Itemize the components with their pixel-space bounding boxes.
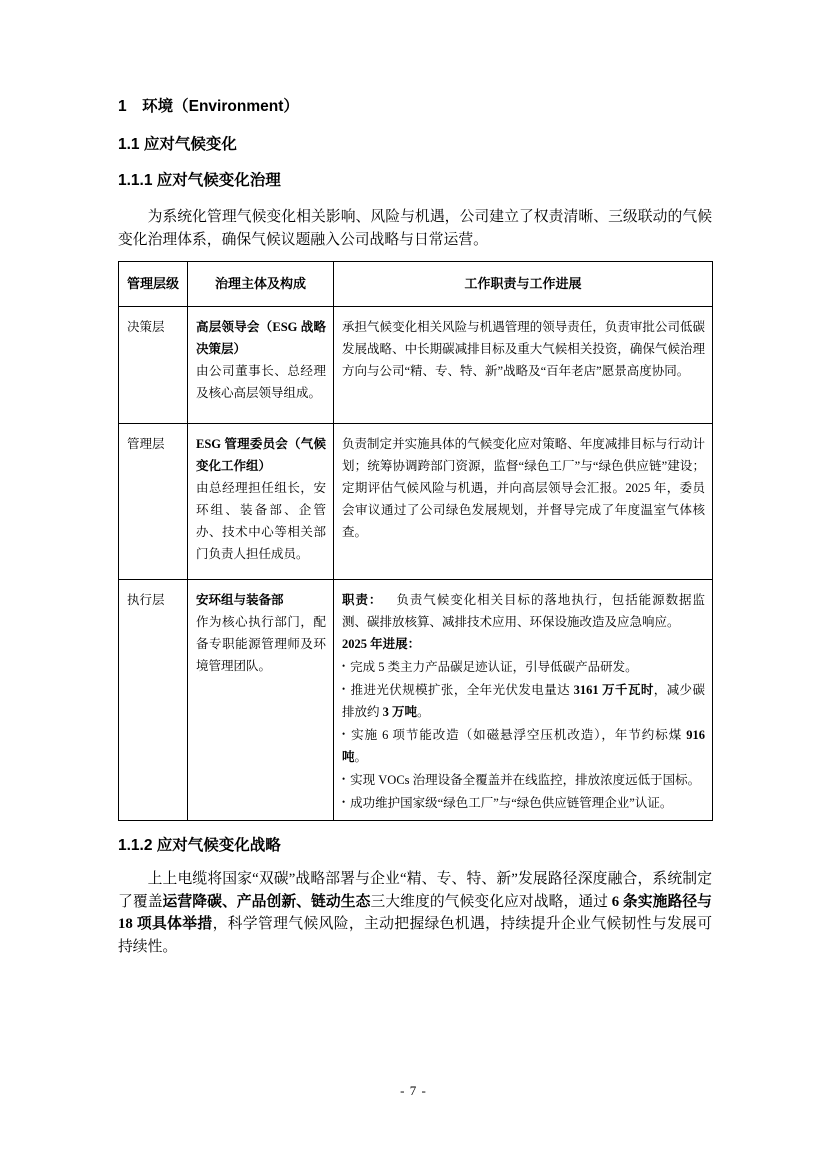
- bullet-text: 完成 5 类主力产品碳足迹认证，引导低碳产品研发。: [350, 660, 638, 674]
- table-row-management-layer: [119, 424, 713, 580]
- governance-intro-paragraph: 为系统化管理气候变化相关影响、风险与机遇，公司建立了权责清晰、三级联动的气候变化治理体系，确保气候议题融入公司战略与日常运营。: [118, 209, 712, 248]
- bullet-icon: •: [342, 729, 346, 739]
- bullet-text: 实现 VOCs 治理设备全覆盖并在线监控，排放浓度远低于国标。: [350, 773, 701, 787]
- bullet-text: 。: [417, 705, 430, 719]
- heading-climate-change: 1.1 应对气候变化: [118, 136, 237, 153]
- bullet-text: 推进光伏规模扩张，全年光伏发电量达: [350, 683, 574, 697]
- progress-bullet: [342, 768, 705, 791]
- progress-label: 2025 年进展：: [342, 637, 421, 651]
- bold-run: 916 吨: [342, 728, 705, 764]
- bold-run: 6 条实施路径与 18 项具体举措: [118, 893, 712, 932]
- progress-bullet: [342, 678, 705, 723]
- governance-body-title: ESG 管理委员会（气候变化工作组）: [196, 437, 326, 473]
- bold-run: 运营降碳、产品创新、链动生态: [162, 893, 371, 910]
- strategy-text: ，科学管理气候风险，主动把握绿色机遇，持续提升企业气候韧性与发展可持续性。: [118, 916, 712, 955]
- cell-duties-progress: [334, 580, 713, 821]
- cell-level: 执行层: [119, 580, 188, 821]
- table-header-row: [119, 262, 713, 307]
- bullet-text: 实施 6 项节能改造（如磁悬浮空压机改造），年节约标煤: [350, 728, 687, 742]
- strategy-paragraph: [118, 868, 712, 958]
- column-header-governance-body: 治理主体及构成: [188, 262, 334, 307]
- column-header-management-level: 管理层级: [119, 262, 188, 307]
- cell-governance-body: [188, 424, 334, 580]
- bullet-text: ，减少碳排放约: [342, 683, 705, 719]
- cell-duties: 负责制定并实施具体的气候变化应对策略、年度减排目标与行动计划；统筹协调跨部门资源，监督“绿色工厂”与“绿色供应链”建设；定期评估气候风险与机遇，并向高层领导会汇报。2025 年，委员会审议通过了公司绿色发展规划，并督导完成了年度温室气体核查。: [334, 424, 713, 580]
- strategy-text: 上上电缆将国家“双碳”战略部署与企业“精、专、特、新”发展路径深度融合，系统制定了覆盖: [118, 871, 712, 910]
- cell-duties: 承担气候变化相关风险与机遇管理的领导责任，负责审批公司低碳发展战略、中长期碳减排目标及重大气候相关投资，确保气候治理方向与公司“精、专、特、新”战略及“百年老店”愿景高度协同。: [334, 307, 713, 424]
- table-row-decision-layer: [119, 307, 713, 424]
- bullet-icon: •: [342, 774, 346, 784]
- progress-bullet: [342, 723, 705, 768]
- governance-body-desc: 作为核心执行部门，配备专职能源管理师及环境管理团队。: [196, 615, 326, 673]
- bold-run: 3161 万千瓦时: [573, 683, 654, 697]
- bullet-icon: •: [342, 661, 346, 671]
- cell-governance-body: [188, 580, 334, 821]
- cell-governance-body: [188, 307, 334, 424]
- duty-text: 负责气候变化相关目标的落地执行，包括能源数据监测、碳排放核算、减排技术应用、环保设施改造及应急响应。: [342, 593, 705, 629]
- duty-label: 职责：: [342, 593, 383, 607]
- strategy-text: 三大维度的气候变化应对战略，通过: [370, 893, 612, 910]
- bullet-icon: •: [342, 684, 346, 694]
- heading-environment: 1 环境（Environment）: [118, 98, 299, 115]
- heading-governance: 1.1.1 应对气候变化治理: [118, 172, 281, 189]
- progress-bullet: [342, 655, 705, 678]
- heading-strategy: 1.1.2 应对气候变化战略: [118, 837, 281, 854]
- governance-body-desc: 由总经理担任组长，安环组、装备部、企管办、技术中心等相关部门负责人担任成员。: [196, 481, 326, 561]
- bold-run: 3 万吨: [382, 705, 418, 719]
- column-header-duties-progress: 工作职责与工作进展: [334, 262, 713, 307]
- bullet-icon: •: [342, 797, 346, 807]
- bullet-text: 。: [354, 750, 368, 764]
- governance-body-title: 高层领导会（ESG 战略决策层）: [196, 320, 326, 356]
- page-number: - 7 -: [400, 1083, 427, 1098]
- cell-level: 管理层: [119, 424, 188, 580]
- cell-level: 决策层: [119, 307, 188, 424]
- progress-bullet: [342, 791, 705, 814]
- bullet-text: 成功维护国家级“绿色工厂”与“绿色供应链管理企业”认证。: [350, 796, 673, 810]
- duty-line: [342, 589, 705, 633]
- table-row-execution-layer: [119, 580, 713, 821]
- governance-body-desc: 由公司董事长、总经理及核心高层领导组成。: [196, 364, 326, 400]
- governance-body-title: 安环组与装备部: [196, 593, 284, 607]
- climate-governance-table: [118, 261, 713, 821]
